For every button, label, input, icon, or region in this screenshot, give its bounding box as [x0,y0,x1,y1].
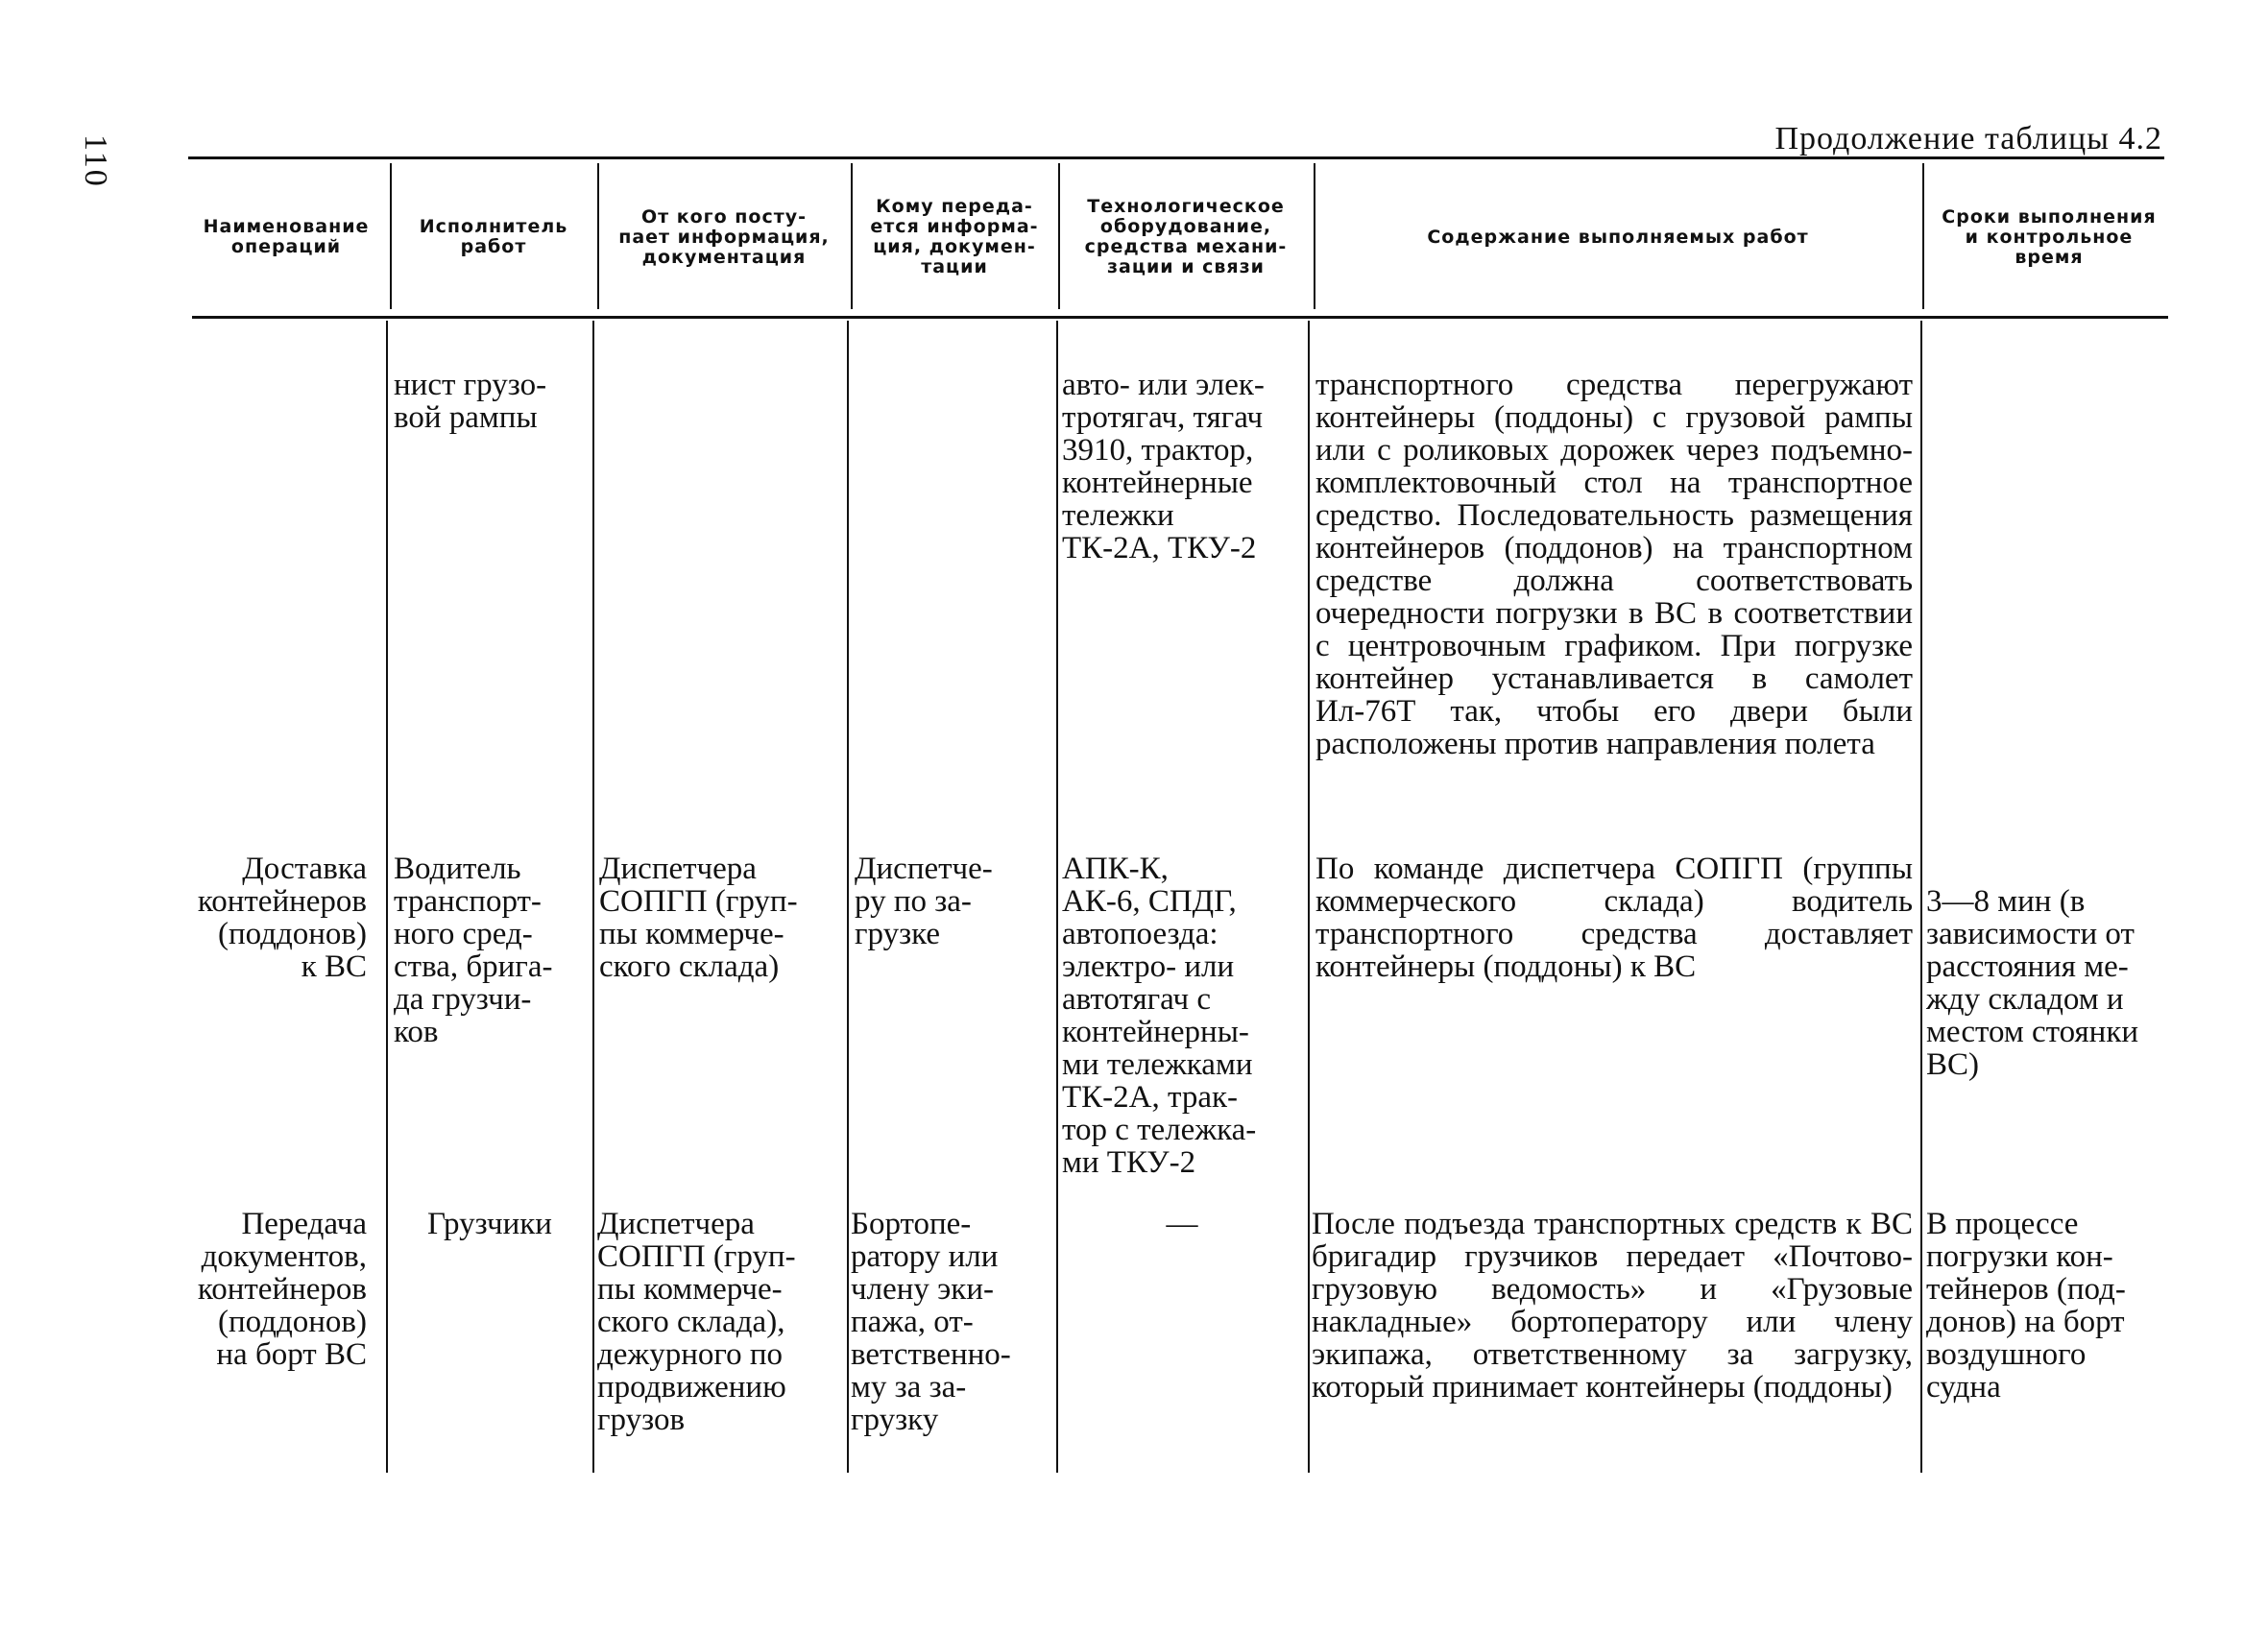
table-row-2-from: Диспетчера СОПГП (груп- пы коммерче- ского склада) [599,853,798,984]
table-row-3-from: Диспетчера СОПГП (груп- пы коммерче- ского склада), дежурного по продвижению грузов [597,1208,796,1437]
column-divider [1920,321,1922,1473]
page-number: 110 [78,134,113,188]
table-row-2-to: Диспетче- ру по за- грузке [855,853,993,951]
header-content: Содержание выполняемых работ [1427,226,1809,248]
table-caption: Продолжение таблицы 4.2 [1774,121,2162,156]
column-divider [386,321,388,1473]
column-divider [847,321,849,1473]
header-to: Кому переда- ется информа- ция, докумен- тации [870,196,1039,277]
table-row-3-equipment: — [1166,1208,1198,1241]
column-divider [592,321,594,1473]
table-row-3-to: Бортопе- ратору или члену эки- пажа, от- ветственно- му за за- грузку [851,1208,1011,1437]
table-row-2-operation: Доставка контейнеров (поддонов) к ВС [197,853,367,984]
column-divider [1308,321,1310,1473]
table-row-3-content: После подъезда транспортных средств к ВС бригадир грузчиков передает «Почтово-грузовую ведомость» и «Грузовые накладные» бортоператору или члену экипажа, ответственному за загрузку, который принимает контейнеры (поддоны) [1312,1208,1913,1405]
table-row-3-operation: Передача документов, контейнеров (поддонов) на борт ВС [197,1208,367,1372]
table-row-2-time: 3—8 мин (в зависимости от расстояния ме- жду складом и местом стоянки ВС) [1926,885,2139,1082]
column-divider [1056,321,1058,1473]
header-bottom-rule [192,316,2168,319]
header-time: Сроки выполнения и контрольное время [1942,205,2157,268]
header-performer: Исполнитель работ [419,216,568,257]
header-equipment: Технологическое оборудование, средства механи- зации и связи [1084,196,1288,277]
header-operations: Наименование операций [203,216,370,257]
table-row-1-content: транспортного средства перегружают контейнеры (поддоны) с грузовой рампы или с роликовых дорожек через подъемно-комплектовочный стол на транспортное средство. Последовательность размещения контейнеров (поддонов) на транспортном средстве должна соответствовать очередности погрузки в ВС в соответствии с центровочным графиком. При погрузке контейнер устанавливается в самолет Ил-76Т так, чтобы его двери были расположены против направления полета [1315,369,1913,761]
header-from: От кого посту- пает информация, документация [618,205,830,268]
table-row-2-performer: Водитель транспорт- ного сред- ства, брига- да грузчи- ков [394,853,553,1049]
table-row-2-equipment: АПК-К, АК-6, СПДГ, автопоезда: электро- или автотягач с контейнерны- ми тележками ТК-2А, трак- тор с тележка- ми ТКУ-2 [1062,853,1257,1180]
header-top-rule [188,156,2164,159]
table-row-1-performer: нист грузо- вой рампы [394,369,547,435]
table-row-2-content: По команде диспетчера СОПГП (группы коммерческого склада) водитель транспортного средства доставляет контейнеры (поддоны) к ВС [1315,853,1913,984]
table-row-3-time: В процессе погрузки кон- тейнеров (под- донов) на борт воздушного судна [1926,1208,2126,1405]
table-row-1-equipment: авто- или элек- тротягач, тягач 3910, трактор, контейнерные тележки ТК-2А, ТКУ-2 [1062,369,1265,565]
table-row-3-performer: Грузчики [427,1208,552,1241]
